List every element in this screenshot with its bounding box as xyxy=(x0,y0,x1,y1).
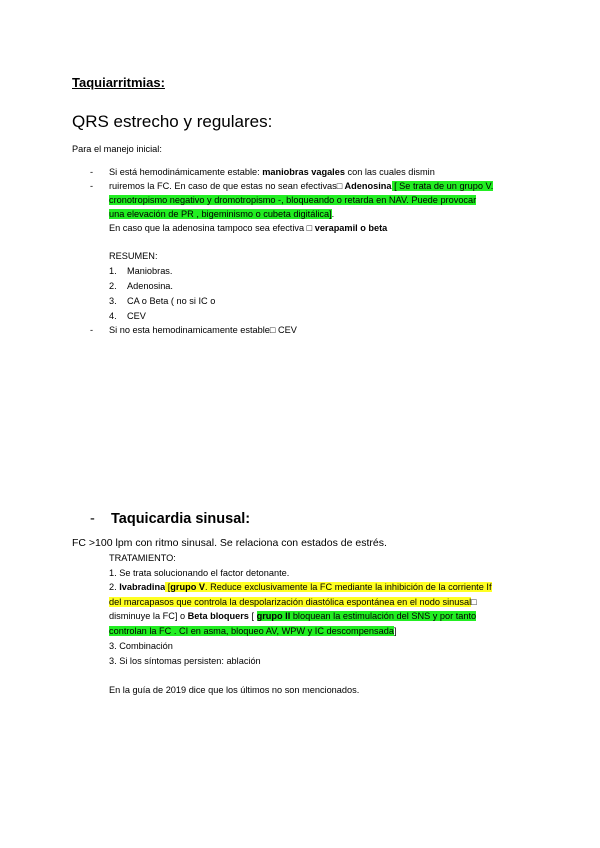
section-heading-taquicardia: Taquicardia sinusal: xyxy=(111,511,251,527)
bullet-2-line-2: cronotropismo negativo y dromotropismo -, bloqueando o retarda en NAV. Puede provocar xyxy=(109,195,477,205)
bullet-dash: - xyxy=(90,325,94,335)
bullet-dash: - xyxy=(90,167,94,177)
section-heading-qrs: QRS estrecho y regulares: xyxy=(72,112,273,131)
list-item-number: 4. xyxy=(109,311,117,321)
list-item: CEV xyxy=(127,311,146,321)
tratamiento-label: TRATAMIENTO: xyxy=(109,553,176,563)
section-2-paragraph: FC >100 lpm con ritmo sinusal. Se relaciona con estados de estrés. xyxy=(72,537,387,549)
page-title: Taquiarritmias: xyxy=(72,75,165,90)
resumen-label: RESUMEN: xyxy=(109,251,158,261)
list-item: CA o Beta ( no si IC o xyxy=(127,296,216,306)
treatment-item-2-line-1: 2. Ivabradina [grupo V. Reduce exclusivamente la FC mediante la inhibición de la corriente If xyxy=(109,582,492,592)
intro-text: Para el manejo inicial: xyxy=(72,144,162,154)
list-item-number: 2. xyxy=(109,281,117,291)
bullet-2-line-1: ruiremos la FC. En caso de que estas no sean efectivas□ Adenosina [ Se trata de un grupo V. xyxy=(109,181,494,191)
bullet-1-text: Si está hemodinámicamente estable: maniobras vagales con las cuales dismin xyxy=(109,167,435,177)
treatment-item-1: 1. Se trata solucionando el factor detonante. xyxy=(109,568,290,578)
list-item: Maniobras. xyxy=(127,266,173,276)
bullet-dash: - xyxy=(90,181,94,191)
list-item: Adenosina. xyxy=(127,281,173,291)
treatment-item-4: 3. Si los síntomas persisten: ablación xyxy=(109,656,261,666)
list-item-number: 1. xyxy=(109,266,117,276)
bullet-3-text: Si no esta hemodinamicamente estable□ CEV xyxy=(109,325,297,335)
bullet-2-line-3: una elevación de PR , bigeminismo o cubeta digitálica]. xyxy=(109,209,335,219)
treatment-item-2-line-4: controlan la FC . CI en asma, bloqueo AV, WPW y IC descompensada] xyxy=(109,626,397,636)
treatment-item-2-line-2: del marcapasos que controla la despolarización diastólica espontánea en el nodo sinusal□ xyxy=(109,597,477,607)
treatment-item-2-line-3: disminuye la FC] o Beta bloquers [ grupo II bloquean la estimulación del SNS y por tanto xyxy=(109,611,477,621)
guideline-note: En la guía de 2019 dice que los últimos no son mencionados. xyxy=(109,685,360,695)
treatment-item-3: 3. Combinación xyxy=(109,641,173,651)
list-item-number: 3. xyxy=(109,296,117,306)
bullet-dash: - xyxy=(90,511,95,527)
bullet-2-line-4: En caso que la adenosina tampoco sea efectiva □ verapamil o beta xyxy=(109,223,388,233)
